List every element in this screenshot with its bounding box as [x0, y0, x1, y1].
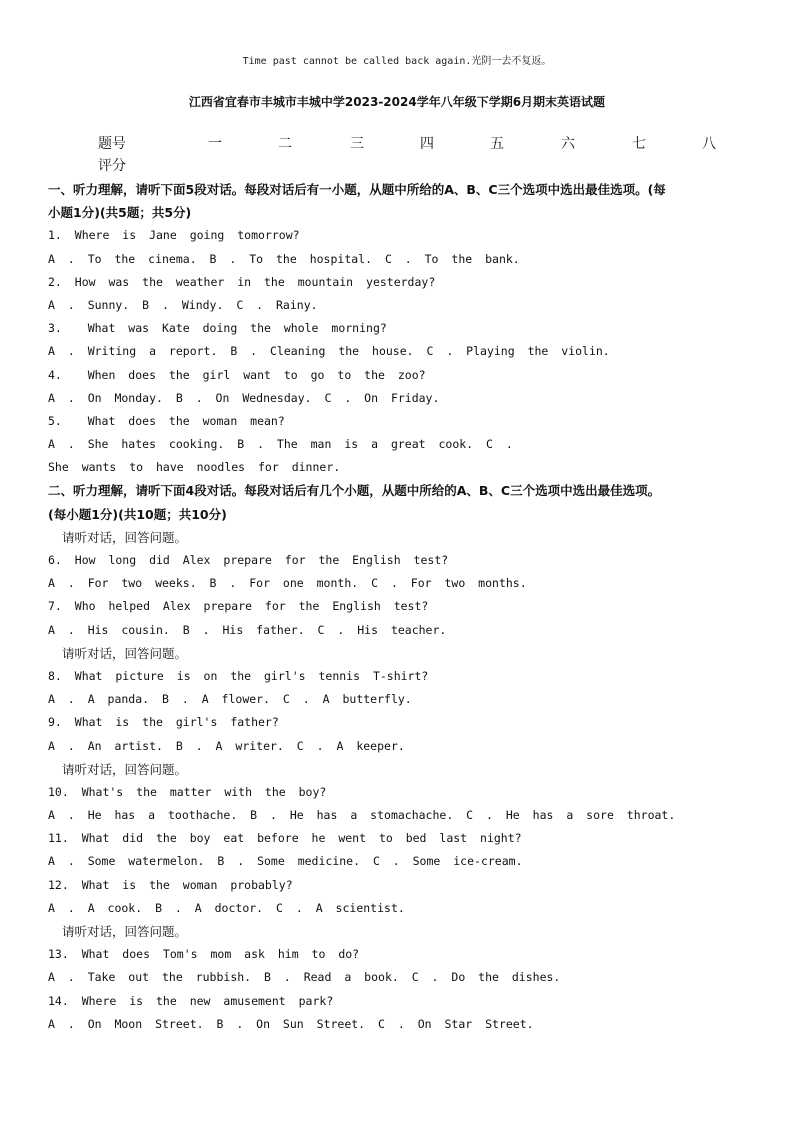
question-options: A . A cook. B . A doctor. C . A scientist. — [48, 900, 405, 915]
score-table — [98, 133, 738, 177]
question: 5. What does the woman mean? — [48, 413, 285, 428]
question: 12. What is the woman probably? — [48, 877, 293, 892]
question-options: She wants to have noodles for dinner. — [48, 460, 341, 475]
question-options: A . On Moon Street. B . On Sun Street. C . On Star Street. — [48, 1016, 534, 1031]
question-options: A . On Monday. B . On Wednesday. C . On Friday. — [48, 390, 440, 405]
question: 6. How long did Alex prepare for the English test? — [48, 553, 449, 567]
question: 13. What does Tom's mom ask him to do? — [48, 947, 360, 962]
question-options: A . He has a toothache. B . He has a stomachache. C . He has a sore throat. — [48, 808, 676, 823]
dialogue-instruction: 请听对话，回答问题。 — [62, 761, 188, 777]
section-2-heading: 二、听力理解，请听下面4段对话。每段对话后有几个小题，从题中所给的A、B、C三个选项中选出最佳选项。 — [48, 483, 661, 499]
question-options: A . For two weeks. B . For one month. C . For two months. — [48, 576, 527, 591]
score-col-5: 五 — [490, 136, 504, 152]
dialogue-instruction: 请听对话，回答问题。 — [62, 529, 188, 545]
question-options: A . Some watermelon. B . Some medicine. C . Some ice-cream. — [48, 854, 523, 869]
question: 7. Who helped Alex prepare for the English test? — [48, 599, 429, 614]
header-motto: Time past cannot be called back again.光阴一去不复返。 — [242, 56, 552, 67]
score-col-4: 四 — [420, 136, 434, 152]
score-col-3: 三 — [350, 136, 364, 152]
question-options: A . A panda. B . A flower. C . A butterfly. — [48, 692, 412, 707]
question: 1. Where is Jane going tomorrow? — [48, 228, 300, 243]
score-table-score-row — [98, 155, 738, 177]
section-1-heading: 一、听力理解，请听下面5段对话。每段对话后有一小题，从题中所给的A、B、C三个选项中选出最佳选项。(每 — [48, 182, 666, 197]
dialogue-instruction: 请听对话，回答问题。 — [62, 924, 188, 939]
question: 8. What picture is on the girl's tennis T-shirt? — [48, 668, 429, 683]
dialogue-instruction: 请听对话，回答问题。 — [62, 645, 188, 661]
question-options: A . Writing a report. B . Cleaning the house. C . Playing the violin. — [48, 344, 610, 359]
question: 9. What is the girl's father? — [48, 715, 279, 730]
question-options: A . Take out the rubbish. B . Read a book. C . Do the dishes. — [48, 970, 561, 985]
score-col-7: 七 — [632, 136, 646, 152]
question: 11. What did the boy eat before he went to bed last night? — [48, 831, 522, 846]
score-label-item: 题号 — [98, 136, 126, 152]
question-options: A . His cousin. B . His father. C . His teacher. — [48, 622, 447, 637]
exam-content — [48, 178, 768, 1036]
question-options: A . To the cinema. B . To the hospital. C . To the bank. — [48, 251, 520, 266]
section-2-heading-cont: (每小题1分)(共10题；共10分) — [48, 506, 227, 522]
question: 2. How was the weather in the mountain yesterday? — [48, 274, 436, 289]
score-col-8: 八 — [702, 136, 716, 152]
question: 4. When does the girl want to go to the zoo? — [48, 367, 426, 382]
question-options: A . She hates cooking. B . The man is a great cook. C . — [48, 437, 513, 452]
document-title: 江西省宜春市丰城市丰城中学2023-2024学年八年级下学期6月期末英语试题 — [188, 95, 606, 109]
score-col-2: 二 — [278, 136, 292, 152]
question-options: A . Sunny. B . Windy. C . Rainy. — [48, 297, 318, 312]
question: 14. Where is the new amusement park? — [48, 993, 334, 1008]
question: 3. What was Kate doing the whole morning? — [48, 321, 387, 336]
score-col-6: 六 — [561, 136, 575, 152]
question-options: A . An artist. B . A writer. C . A keeper. — [48, 738, 405, 753]
score-col-1: 一 — [208, 136, 222, 152]
question: 10. What's the matter with the boy? — [48, 784, 327, 799]
score-label-score: 评分 — [98, 158, 126, 174]
section-1-heading-cont: 小题1分)(共5题；共5分) — [48, 205, 192, 221]
score-table-header-row — [98, 133, 738, 155]
